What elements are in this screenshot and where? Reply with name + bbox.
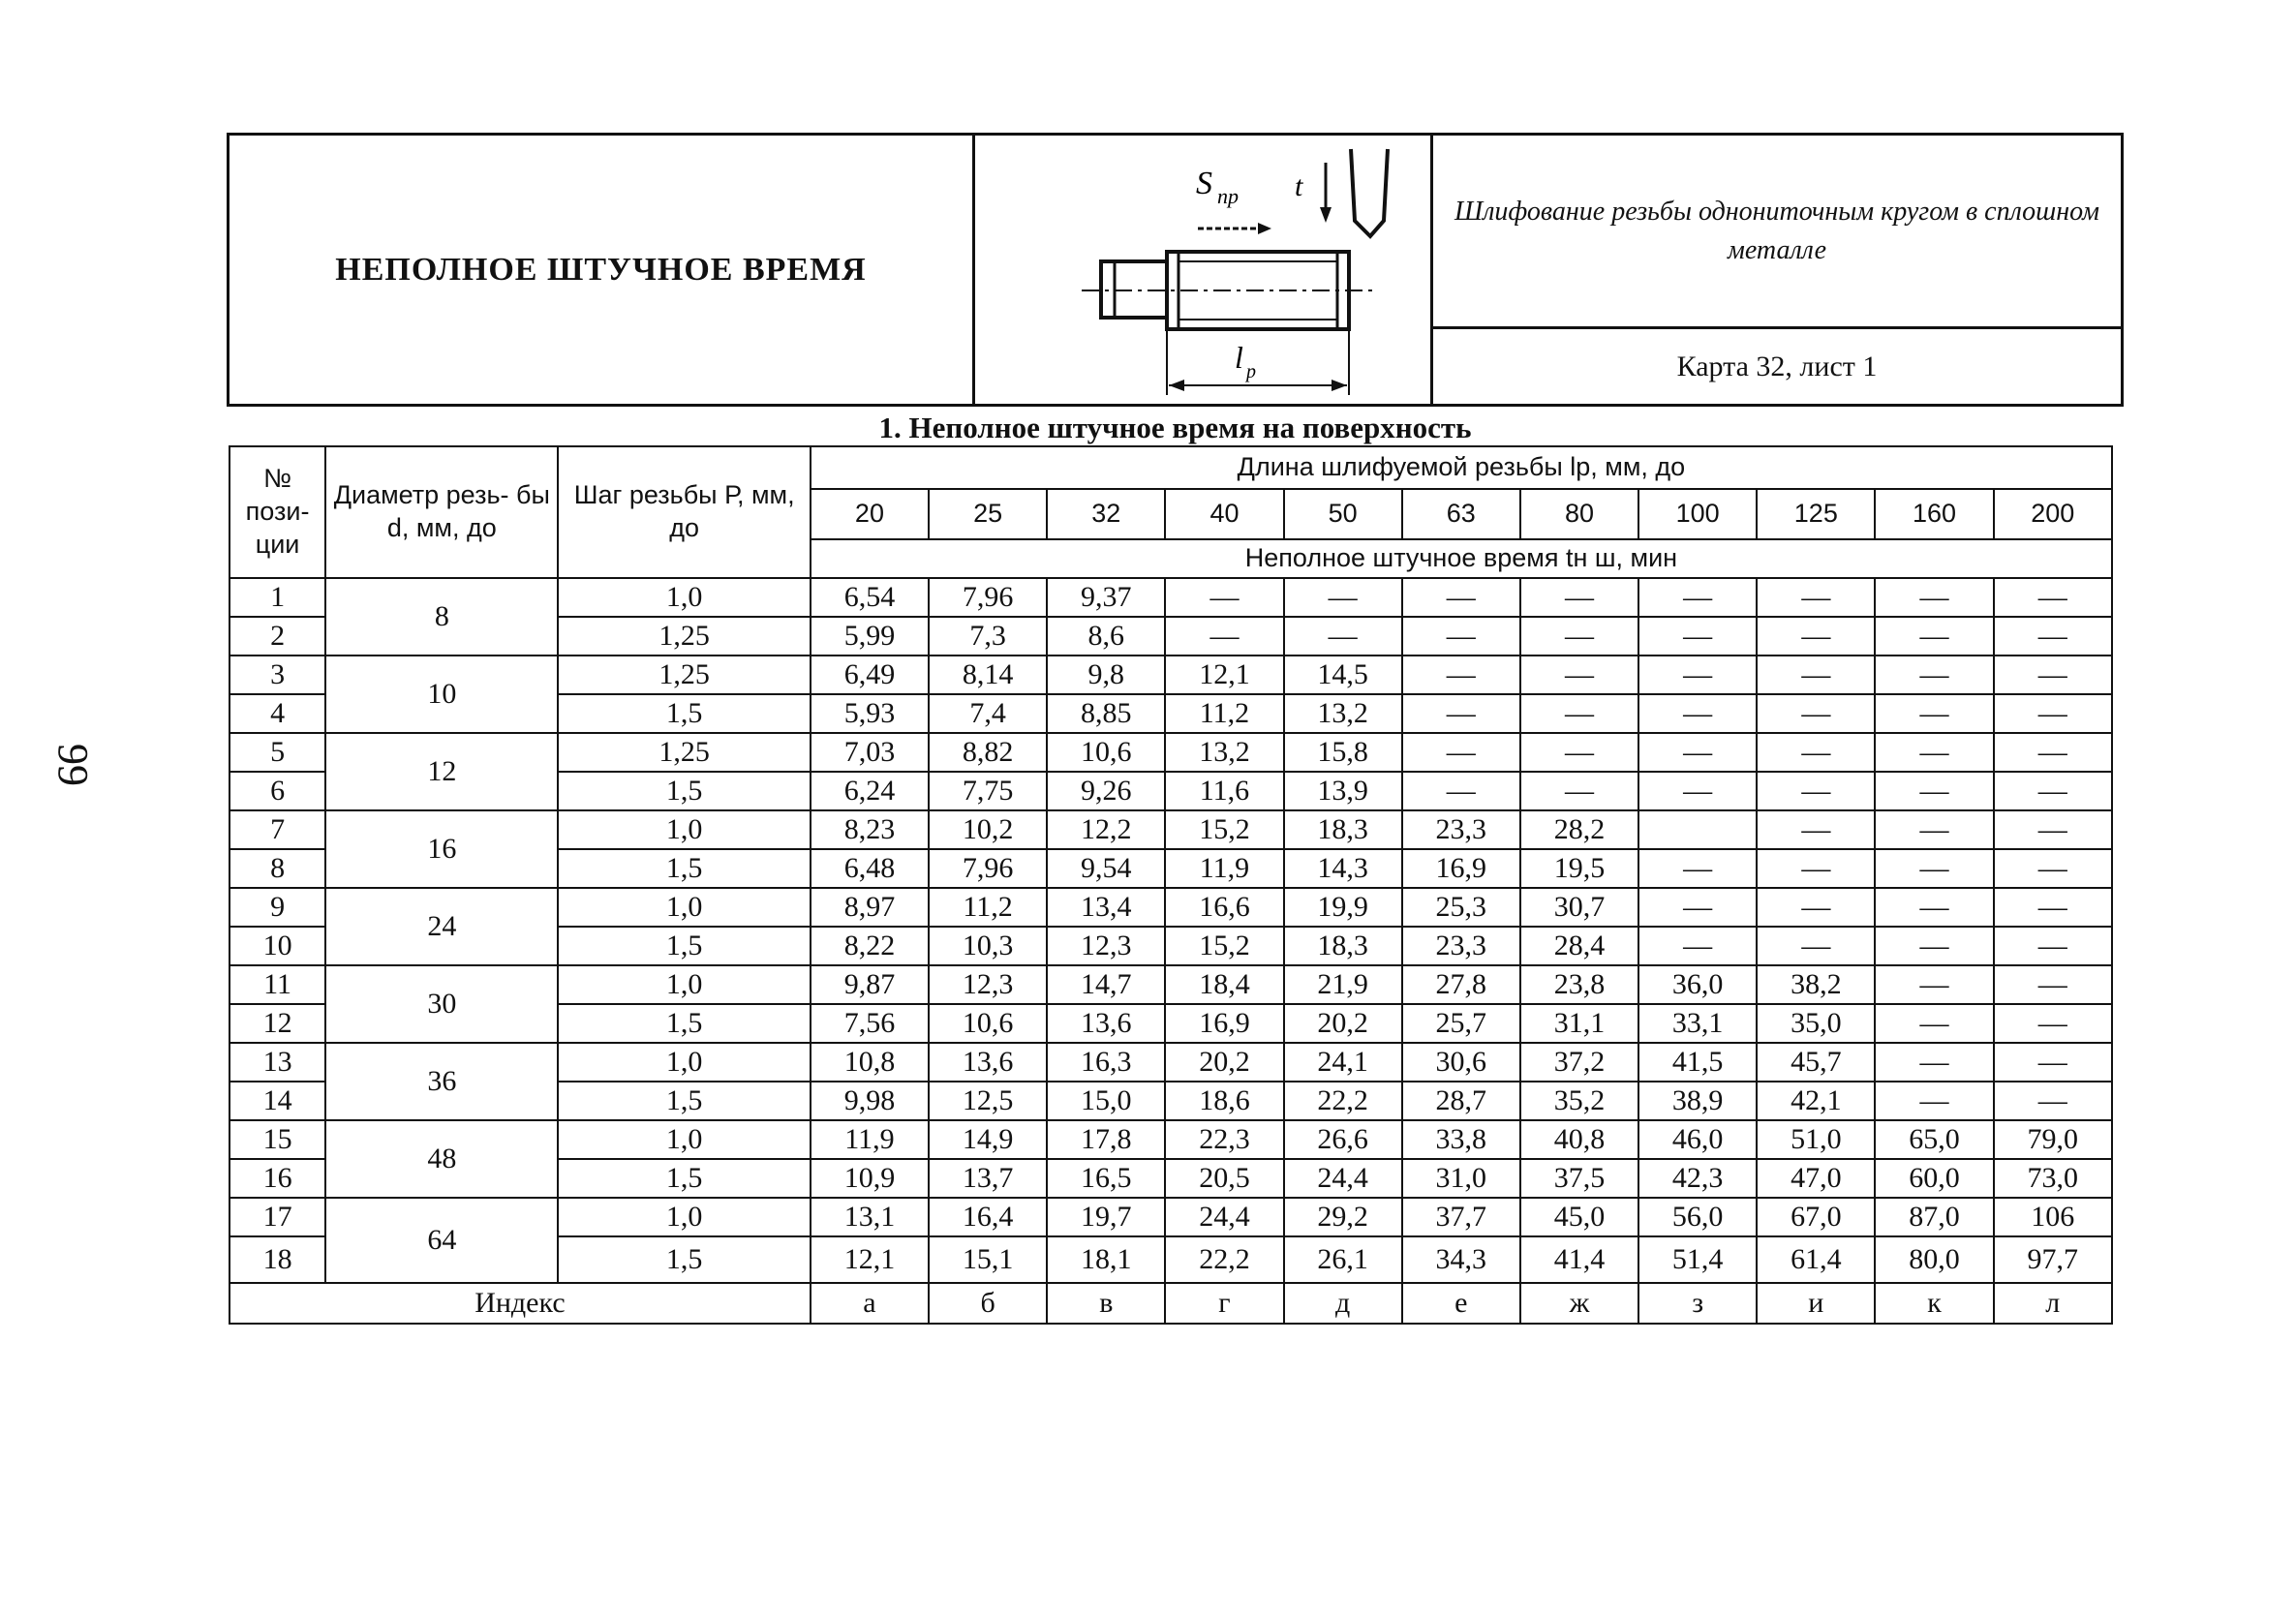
time-cell: —: [1994, 810, 2112, 849]
pitch-cell: 1,0: [558, 1043, 810, 1082]
diameter-cell: 36: [325, 1043, 558, 1120]
time-cell: —: [1638, 694, 1757, 733]
time-cell: 23,3: [1402, 927, 1520, 965]
pitch-cell: 1,0: [558, 1198, 810, 1236]
time-cell: 6,48: [811, 849, 929, 888]
time-cell: —: [1994, 733, 2112, 772]
time-cell: 28,2: [1520, 810, 1638, 849]
time-cell: 35,2: [1520, 1082, 1638, 1120]
time-cell: —: [1994, 1043, 2112, 1082]
time-cell: 46,0: [1638, 1120, 1757, 1159]
table-row: [230, 810, 2112, 849]
time-cell: 11,9: [1165, 849, 1283, 888]
time-cell: —: [1402, 694, 1520, 733]
time-cell: 80,0: [1875, 1236, 1993, 1283]
pitch-cell: 1,0: [558, 1120, 810, 1159]
time-cell: —: [1520, 733, 1638, 772]
section-title: 1. Неполное штучное время на поверхность: [878, 411, 1472, 444]
time-cell: 13,1: [811, 1198, 929, 1236]
time-cell: 51,4: [1638, 1236, 1757, 1283]
index-cell: в: [1047, 1283, 1165, 1324]
time-cell: 18,3: [1284, 927, 1402, 965]
time-cell: —: [1520, 617, 1638, 656]
time-cell: 24,1: [1284, 1043, 1402, 1082]
time-cell: —: [1875, 927, 1993, 965]
diameter-cell: 12: [325, 733, 558, 810]
time-cell: 16,6: [1165, 888, 1283, 927]
card-title: НЕПОЛНОЕ ШТУЧНОЕ ВРЕМЯ: [230, 136, 975, 404]
table-row: [230, 965, 2112, 1004]
time-cell: 20,5: [1165, 1159, 1283, 1198]
time-cell: 12,1: [811, 1236, 929, 1283]
pitch-cell: 1,0: [558, 578, 810, 617]
time-cell: —: [1875, 888, 1993, 927]
time-cell: 13,6: [1047, 1004, 1165, 1043]
time-cell: 31,0: [1402, 1159, 1520, 1198]
time-cell: 7,03: [811, 733, 929, 772]
pitch-cell: 1,5: [558, 1004, 810, 1043]
index-cell: е: [1402, 1283, 1520, 1324]
time-cell: 7,3: [929, 617, 1047, 656]
pitch-cell: 1,5: [558, 849, 810, 888]
time-cell: —: [1994, 772, 2112, 810]
time-cell: 20,2: [1284, 1004, 1402, 1043]
index-cell: ж: [1520, 1283, 1638, 1324]
time-cell: 30,6: [1402, 1043, 1520, 1082]
time-cell: 33,8: [1402, 1120, 1520, 1159]
time-cell: 8,82: [929, 733, 1047, 772]
table-body: [230, 578, 2112, 1324]
position-cell: 2: [230, 617, 325, 656]
time-cell: 19,7: [1047, 1198, 1165, 1236]
time-cell: 9,37: [1047, 578, 1165, 617]
time-cell: 15,8: [1284, 733, 1402, 772]
time-cell: 15,2: [1165, 810, 1283, 849]
index-cell: к: [1875, 1283, 1993, 1324]
time-cell: 9,26: [1047, 772, 1165, 810]
time-cell: 6,49: [811, 656, 929, 694]
time-cell: 7,56: [811, 1004, 929, 1043]
time-cell: —: [1402, 772, 1520, 810]
time-cell: 16,3: [1047, 1043, 1165, 1082]
time-cell: —: [1638, 578, 1757, 617]
time-cell: 37,5: [1520, 1159, 1638, 1198]
pitch-cell: 1,0: [558, 965, 810, 1004]
position-cell: 14: [230, 1082, 325, 1120]
time-cell: —: [1757, 772, 1875, 810]
position-header: № пози- ции: [230, 446, 325, 578]
time-cell: —: [1757, 927, 1875, 965]
length-9: 160: [1875, 489, 1993, 539]
time-cell: —: [1757, 694, 1875, 733]
time-cell: 25,7: [1402, 1004, 1520, 1043]
time-cell: —: [1402, 578, 1520, 617]
diameter-cell: 48: [325, 1120, 558, 1198]
length-5: 63: [1402, 489, 1520, 539]
time-cell: 65,0: [1875, 1120, 1993, 1159]
time-cell: 5,93: [811, 694, 929, 733]
time-cell: 8,23: [811, 810, 929, 849]
pitch-cell: 1,0: [558, 810, 810, 849]
diameter-cell: 10: [325, 656, 558, 733]
time-cell: 15,2: [1165, 927, 1283, 965]
length-6: 80: [1520, 489, 1638, 539]
pitch-cell: 1,5: [558, 927, 810, 965]
time-cell: 14,9: [929, 1120, 1047, 1159]
time-cell: —: [1638, 849, 1757, 888]
time-cell: 36,0: [1638, 965, 1757, 1004]
length-3: 40: [1165, 489, 1283, 539]
time-cell: 33,1: [1638, 1004, 1757, 1043]
position-cell: 11: [230, 965, 325, 1004]
diameter-cell: 30: [325, 965, 558, 1043]
time-cell: 12,3: [929, 965, 1047, 1004]
time-cell: 37,7: [1402, 1198, 1520, 1236]
card-header: [227, 133, 2124, 407]
position-cell: 18: [230, 1236, 325, 1283]
time-cell: —: [1165, 578, 1283, 617]
feed-label: S: [1196, 166, 1212, 201]
position-cell: 3: [230, 656, 325, 694]
time-cell: —: [1520, 772, 1638, 810]
position-cell: 12: [230, 1004, 325, 1043]
pitch-cell: 1,5: [558, 1236, 810, 1283]
length-1: 25: [929, 489, 1047, 539]
time-cell: —: [1638, 733, 1757, 772]
table-row: [230, 1120, 2112, 1159]
depth-label: t: [1295, 170, 1303, 202]
time-cell: 10,6: [1047, 733, 1165, 772]
time-cell: 8,14: [929, 656, 1047, 694]
position-cell: 13: [230, 1043, 325, 1082]
time-cell: 15,1: [929, 1236, 1047, 1283]
time-cell: 16,5: [1047, 1159, 1165, 1198]
time-cell: —: [1994, 1082, 2112, 1120]
time-cell: 60,0: [1875, 1159, 1993, 1198]
time-cell: —: [1757, 578, 1875, 617]
time-cell: —: [1994, 617, 2112, 656]
time-cell: —: [1994, 578, 2112, 617]
time-cell: 38,9: [1638, 1082, 1757, 1120]
time-cell: —: [1520, 694, 1638, 733]
time-cell: —: [1757, 656, 1875, 694]
time-cell: —: [1638, 772, 1757, 810]
time-cell: 18,1: [1047, 1236, 1165, 1283]
time-cell: —: [1284, 578, 1402, 617]
time-cell: —: [1757, 733, 1875, 772]
table-row: [230, 656, 2112, 694]
time-cell: —: [1757, 888, 1875, 927]
time-cell: —: [1875, 694, 1993, 733]
index-cell: и: [1757, 1283, 1875, 1324]
time-cell: [1638, 810, 1757, 849]
time-cell: 6,24: [811, 772, 929, 810]
time-cell: 19,9: [1284, 888, 1402, 927]
position-cell: 6: [230, 772, 325, 810]
time-cell: —: [1994, 965, 2112, 1004]
time-cell: 18,3: [1284, 810, 1402, 849]
diameter-cell: 16: [325, 810, 558, 888]
time-cell: 18,6: [1165, 1082, 1283, 1120]
time-cell: —: [1638, 617, 1757, 656]
operation-name: Шлифование резьбы однониточным кругом в сплошном металле: [1433, 136, 2121, 329]
time-cell: 8,97: [811, 888, 929, 927]
table-row: [230, 733, 2112, 772]
time-cell: 35,0: [1757, 1004, 1875, 1043]
time-cell: 37,2: [1520, 1043, 1638, 1082]
index-cell: л: [1994, 1283, 2112, 1324]
time-cell: 29,2: [1284, 1198, 1402, 1236]
diameter-cell: 64: [325, 1198, 558, 1283]
time-cell: 23,3: [1402, 810, 1520, 849]
pitch-header: Шаг резьбы Р, мм, до: [558, 446, 810, 578]
card-number: Карта 32, лист 1: [1676, 350, 1878, 382]
time-cell: 79,0: [1994, 1120, 2112, 1159]
time-cell: 8,22: [811, 927, 929, 965]
time-cell: 26,1: [1284, 1236, 1402, 1283]
time-cell: —: [1284, 617, 1402, 656]
time-cell: 10,6: [929, 1004, 1047, 1043]
position-cell: 5: [230, 733, 325, 772]
length-label-sub: р: [1246, 361, 1256, 382]
time-cell: —: [1638, 927, 1757, 965]
pitch-cell: 1,5: [558, 694, 810, 733]
index-cell: г: [1165, 1283, 1283, 1324]
time-cell: 11,6: [1165, 772, 1283, 810]
time-cell: 25,3: [1402, 888, 1520, 927]
time-cell: —: [1994, 656, 2112, 694]
pitch-cell: 1,25: [558, 617, 810, 656]
table-row: [230, 888, 2112, 927]
pitch-cell: 1,25: [558, 656, 810, 694]
time-cell: 26,6: [1284, 1120, 1402, 1159]
time-cell: —: [1875, 1043, 1993, 1082]
time-cell: —: [1875, 733, 1993, 772]
time-cell: 6,54: [811, 578, 929, 617]
time-cell: 9,98: [811, 1082, 929, 1120]
time-cell: 11,9: [811, 1120, 929, 1159]
time-cell: —: [1757, 810, 1875, 849]
time-cell: 15,0: [1047, 1082, 1165, 1120]
time-cell: 16,9: [1165, 1004, 1283, 1043]
time-cell: 10,8: [811, 1043, 929, 1082]
time-cell: —: [1757, 849, 1875, 888]
time-cell: 42,3: [1638, 1159, 1757, 1198]
position-cell: 8: [230, 849, 325, 888]
time-cell: 67,0: [1757, 1198, 1875, 1236]
time-cell: 9,54: [1047, 849, 1165, 888]
time-cell: 22,2: [1165, 1236, 1283, 1283]
time-cell: 41,4: [1520, 1236, 1638, 1283]
time-cell: 21,9: [1284, 965, 1402, 1004]
length-0: 20: [811, 489, 929, 539]
time-cell: 24,4: [1284, 1159, 1402, 1198]
pitch-cell: 1,5: [558, 1159, 810, 1198]
diameter-cell: 8: [325, 578, 558, 656]
time-cell: 41,5: [1638, 1043, 1757, 1082]
time-cell: 47,0: [1757, 1159, 1875, 1198]
table-row: [230, 1198, 2112, 1236]
time-cell: —: [1994, 888, 2112, 927]
time-cell: —: [1402, 617, 1520, 656]
diameter-header: Диаметр резь- бы d, мм, до: [325, 446, 558, 578]
time-cell: 11,2: [1165, 694, 1283, 733]
index-cell: б: [929, 1283, 1047, 1324]
time-cell: 61,4: [1757, 1236, 1875, 1283]
time-cell: —: [1994, 694, 2112, 733]
time-cell: 23,8: [1520, 965, 1638, 1004]
length-10: 200: [1994, 489, 2112, 539]
time-cell: 19,5: [1520, 849, 1638, 888]
time-cell: 31,1: [1520, 1004, 1638, 1043]
time-cell: 7,96: [929, 578, 1047, 617]
time-cell: 20,2: [1165, 1043, 1283, 1082]
time-cell: 56,0: [1638, 1198, 1757, 1236]
time-cell: 30,7: [1520, 888, 1638, 927]
time-cell: 27,8: [1402, 965, 1520, 1004]
time-cell: 9,8: [1047, 656, 1165, 694]
time-cell: 106: [1994, 1198, 2112, 1236]
index-row: [230, 1283, 2112, 1324]
index-cell: а: [811, 1283, 929, 1324]
time-cell: —: [1875, 656, 1993, 694]
pitch-cell: 1,0: [558, 888, 810, 927]
position-cell: 9: [230, 888, 325, 927]
time-cell: 12,1: [1165, 656, 1283, 694]
length-8: 125: [1757, 489, 1875, 539]
time-cell: 34,3: [1402, 1236, 1520, 1283]
time-cell: 13,2: [1165, 733, 1283, 772]
time-cell: 17,8: [1047, 1120, 1165, 1159]
time-cell: 97,7: [1994, 1236, 2112, 1283]
time-cell: 18,4: [1165, 965, 1283, 1004]
time-cell: 28,7: [1402, 1082, 1520, 1120]
table-row: [230, 578, 2112, 617]
time-cell: —: [1757, 617, 1875, 656]
thread-grinding-diagram: [975, 136, 1430, 407]
feed-label-sub: пр: [1217, 184, 1239, 208]
time-cell: —: [1520, 656, 1638, 694]
time-cell: 42,1: [1757, 1082, 1875, 1120]
position-cell: 15: [230, 1120, 325, 1159]
time-cell: 22,3: [1165, 1120, 1283, 1159]
time-cell: —: [1994, 849, 2112, 888]
pitch-cell: 1,5: [558, 772, 810, 810]
time-cell: 14,5: [1284, 656, 1402, 694]
time-cell: 45,7: [1757, 1043, 1875, 1082]
time-cell: —: [1638, 656, 1757, 694]
time-cell: —: [1875, 578, 1993, 617]
time-cell: 87,0: [1875, 1198, 1993, 1236]
index-cell: д: [1284, 1283, 1402, 1324]
time-cell: —: [1875, 1082, 1993, 1120]
time-cell: 51,0: [1757, 1120, 1875, 1159]
time-cell: 12,5: [929, 1082, 1047, 1120]
position-cell: 4: [230, 694, 325, 733]
time-cell: 14,7: [1047, 965, 1165, 1004]
time-cell: 38,2: [1757, 965, 1875, 1004]
time-cell: —: [1875, 965, 1993, 1004]
time-cell: —: [1402, 656, 1520, 694]
length-2: 32: [1047, 489, 1165, 539]
thread-grinding-figure: [975, 136, 1433, 404]
time-cell: —: [1875, 810, 1993, 849]
diameter-cell: 24: [325, 888, 558, 965]
time-cell: 73,0: [1994, 1159, 2112, 1198]
page-number: 99: [49, 744, 97, 786]
table-row: [230, 1043, 2112, 1082]
time-cell: 14,3: [1284, 849, 1402, 888]
time-cell: 28,4: [1520, 927, 1638, 965]
time-cell: 7,96: [929, 849, 1047, 888]
time-cell: 13,2: [1284, 694, 1402, 733]
pitch-cell: 1,5: [558, 1082, 810, 1120]
length-header: Длина шлифуемой резьбы lр, мм, до: [811, 446, 2112, 489]
time-cell: 13,4: [1047, 888, 1165, 927]
position-cell: 7: [230, 810, 325, 849]
time-cell: 11,2: [929, 888, 1047, 927]
index-label: Индекс: [230, 1283, 811, 1324]
time-cell: 22,2: [1284, 1082, 1402, 1120]
time-cell: 13,7: [929, 1159, 1047, 1198]
time-cell: —: [1638, 888, 1757, 927]
position-cell: 17: [230, 1198, 325, 1236]
time-cell: —: [1875, 617, 1993, 656]
time-cell: 5,99: [811, 617, 929, 656]
time-cell: —: [1165, 617, 1283, 656]
time-cell: 10,3: [929, 927, 1047, 965]
pitch-cell: 1,25: [558, 733, 810, 772]
length-7: 100: [1638, 489, 1757, 539]
time-cell: 10,2: [929, 810, 1047, 849]
time-cell: 9,87: [811, 965, 929, 1004]
index-cell: з: [1638, 1283, 1757, 1324]
time-header: Неполное штучное время tн ш, мин: [811, 539, 2112, 578]
time-cell: —: [1875, 772, 1993, 810]
time-cell: 40,8: [1520, 1120, 1638, 1159]
time-cell: 13,6: [929, 1043, 1047, 1082]
time-cell: —: [1994, 927, 2112, 965]
time-cell: —: [1520, 578, 1638, 617]
time-cell: 12,3: [1047, 927, 1165, 965]
position-cell: 1: [230, 578, 325, 617]
time-norms-table: [229, 445, 2113, 1325]
time-cell: —: [1994, 1004, 2112, 1043]
position-cell: 10: [230, 927, 325, 965]
time-cell: 16,9: [1402, 849, 1520, 888]
time-cell: —: [1875, 1004, 1993, 1043]
time-cell: 8,85: [1047, 694, 1165, 733]
time-cell: 7,4: [929, 694, 1047, 733]
time-cell: 16,4: [929, 1198, 1047, 1236]
time-cell: —: [1875, 849, 1993, 888]
time-cell: 13,9: [1284, 772, 1402, 810]
time-cell: 24,4: [1165, 1198, 1283, 1236]
time-cell: 45,0: [1520, 1198, 1638, 1236]
time-cell: 8,6: [1047, 617, 1165, 656]
position-cell: 16: [230, 1159, 325, 1198]
time-cell: 7,75: [929, 772, 1047, 810]
length-label: l: [1235, 340, 1243, 375]
length-4: 50: [1284, 489, 1402, 539]
time-cell: 12,2: [1047, 810, 1165, 849]
time-cell: —: [1402, 733, 1520, 772]
time-cell: 10,9: [811, 1159, 929, 1198]
